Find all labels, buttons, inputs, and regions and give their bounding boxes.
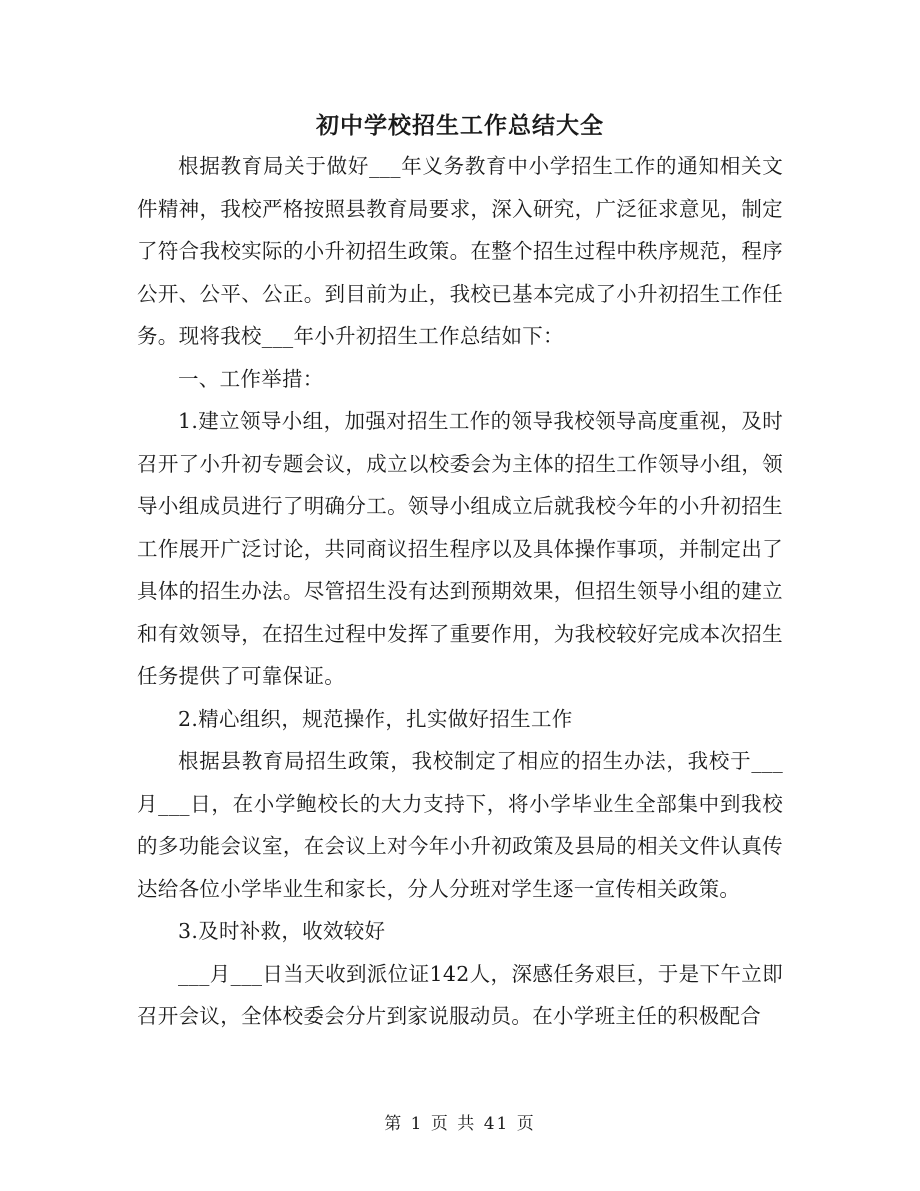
footer-total-pages: 41	[483, 1114, 510, 1134]
section-heading-measures: 一、工作举措：	[178, 366, 324, 391]
paragraph-item-2-body: 根据县教育局招生政策，我校制定了相应的招生办法，我校于___月___日，在小学鲍校长的大力支持下，将小学毕业生全部集中到我校的多功能会议室，在会议上对今年小升初政策及县局的相关文件认真传达给各位小学毕业生和家长，分人分班对学生逐一宣传相关政策。	[137, 749, 783, 901]
footer-page-number: 1	[410, 1114, 424, 1134]
paragraph-item-3-body: ___月___日当天收到派位证142人，深感任务艰巨，于是下午立即召开会议，全体校委会分片到家说服动员。在小学班主任的积极配合	[137, 961, 783, 1028]
document-body	[137, 145, 783, 1038]
subheading-item-3: 3.及时补救，收效较好	[178, 919, 386, 943]
footer-prefix: 第	[384, 1114, 404, 1134]
paragraph-item-1: 1.建立领导小组，加强对招生工作的领导我校领导高度重视，及时召开了小升初专题会议，成立以校委会为主体的招生工作领导小组，领导小组成员进行了明确分工。领导小组成立后就我校今年的小升初招生工作展开广泛讨论，共同商议招生程序以及具体操作事项，并制定出了具体的招生办法。尽管招生没有达到预期效果，但招生领导小组的建立和有效领导，在招生过程中发挥了重要作用，为我校较好完成本次招生任务提供了可靠保证。	[137, 409, 783, 688]
subheading-item-2: 2.精心组织，规范操作，扎实做好招生工作	[178, 706, 573, 731]
footer-suffix: 页	[516, 1114, 536, 1134]
paragraph-intro: 根据教育局关于做好___年义务教育中小学招生工作的通知相关文件精神，我校严格按照县教育局要求，深入研究，广泛征求意见，制定了符合我校实际的小升初招生政策。在整个招生过程中秩序规范，程序公开、公平、公正。到目前为止，我校已基本完成了小升初招生工作任务。现将我校___年小升初招生工作总结如下：	[137, 154, 783, 348]
footer-middle: 页 共	[430, 1114, 477, 1134]
page-footer	[0, 1112, 920, 1136]
document-title: 初中学校招生工作总结大全	[316, 112, 604, 139]
